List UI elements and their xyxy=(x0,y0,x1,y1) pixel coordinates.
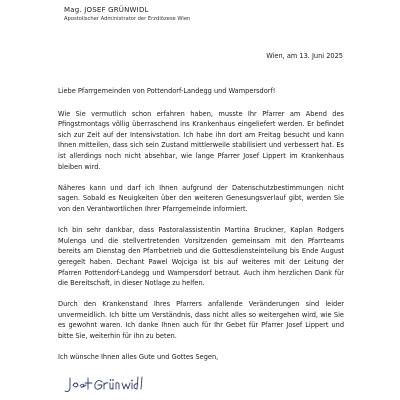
closing-line: Ich wünsche Ihnen alles Gute und Gottes Segen, xyxy=(58,353,219,362)
paragraph-2: Näheres kann und darf ich Ihnen aufgrund der Datenschutzbestimmungen nicht sagen. Sobald es Neuigkeiten über den weiteren Genesungsverlauf gibt, werden Sie von den Verantwortlichen Ihrer Pfarrgemeinde informiert. xyxy=(58,183,344,213)
signature-icon xyxy=(64,374,146,396)
paragraph-4: Durch den Krankenstand Ihres Pfarrers anfallende Veränderungen sind leider unvermeidlich. Ich bitte um Verständnis, dass nicht alles so weitergehen wird, wie Sie es gewohnt waren. Ich danke Ihnen auch für Ihr Gebet für Pfarrer Josef Lippert und bitte Sie, weiterhin für ihn zu beten. xyxy=(58,300,344,341)
letter-date: Wien, am 13. Juni 2025 xyxy=(266,52,343,60)
letterhead xyxy=(64,6,190,23)
salutation: Liebe Pfarrgemeinden von Pottendorf-Landegg und Wampersdorf! xyxy=(58,87,276,95)
handwritten-signature xyxy=(64,374,146,400)
letter-body xyxy=(58,86,344,363)
paragraph-3: Ich bin sehr dankbar, dass Pastoralassistentin Martina Bruckner, Kaplan Rodgers Mulenga und die stellvertretenden Vorsitzenden gemeinsam mit den Pfarrteams bereits am Dienstag den Pfarrbetrieb und die Gottesdiensteinteilung bis Ende August geregelt haben. Dechant Pawel Wojciga ist bis auf weiteres mit der Leitung der Pfarren Pottendorf-Landegg und Wampersdorf betraut. Auch ihm herzlichen Dank für die Bereitschaft, in dieser Notlage zu helfen. xyxy=(58,226,344,288)
sender-title: Apostolischer Administrator der Erzdiözese Wien xyxy=(64,16,191,22)
sender-name: Mag. JOSEF GRÜNWIDL xyxy=(64,6,149,14)
paragraph-1: Wie Sie vermutlich schon erfahren haben, musste Ihr Pfarrer am Abend des Pfingstmontags völlig überraschend ins Krankenhaus eingeliefert werden. Er befindet sich zur Zeit auf der Intensivstation. Ich habe ihn dort am Freitag besucht und kann Ihnen mitteilen, dass sich sein Zustand mittlerweile stabilisiert und verbessert hat. Es ist allerdings noch nicht absehbar, wie lange Pfarrer Josef Lippert im Krankenhaus bleiben wird. xyxy=(58,109,344,171)
